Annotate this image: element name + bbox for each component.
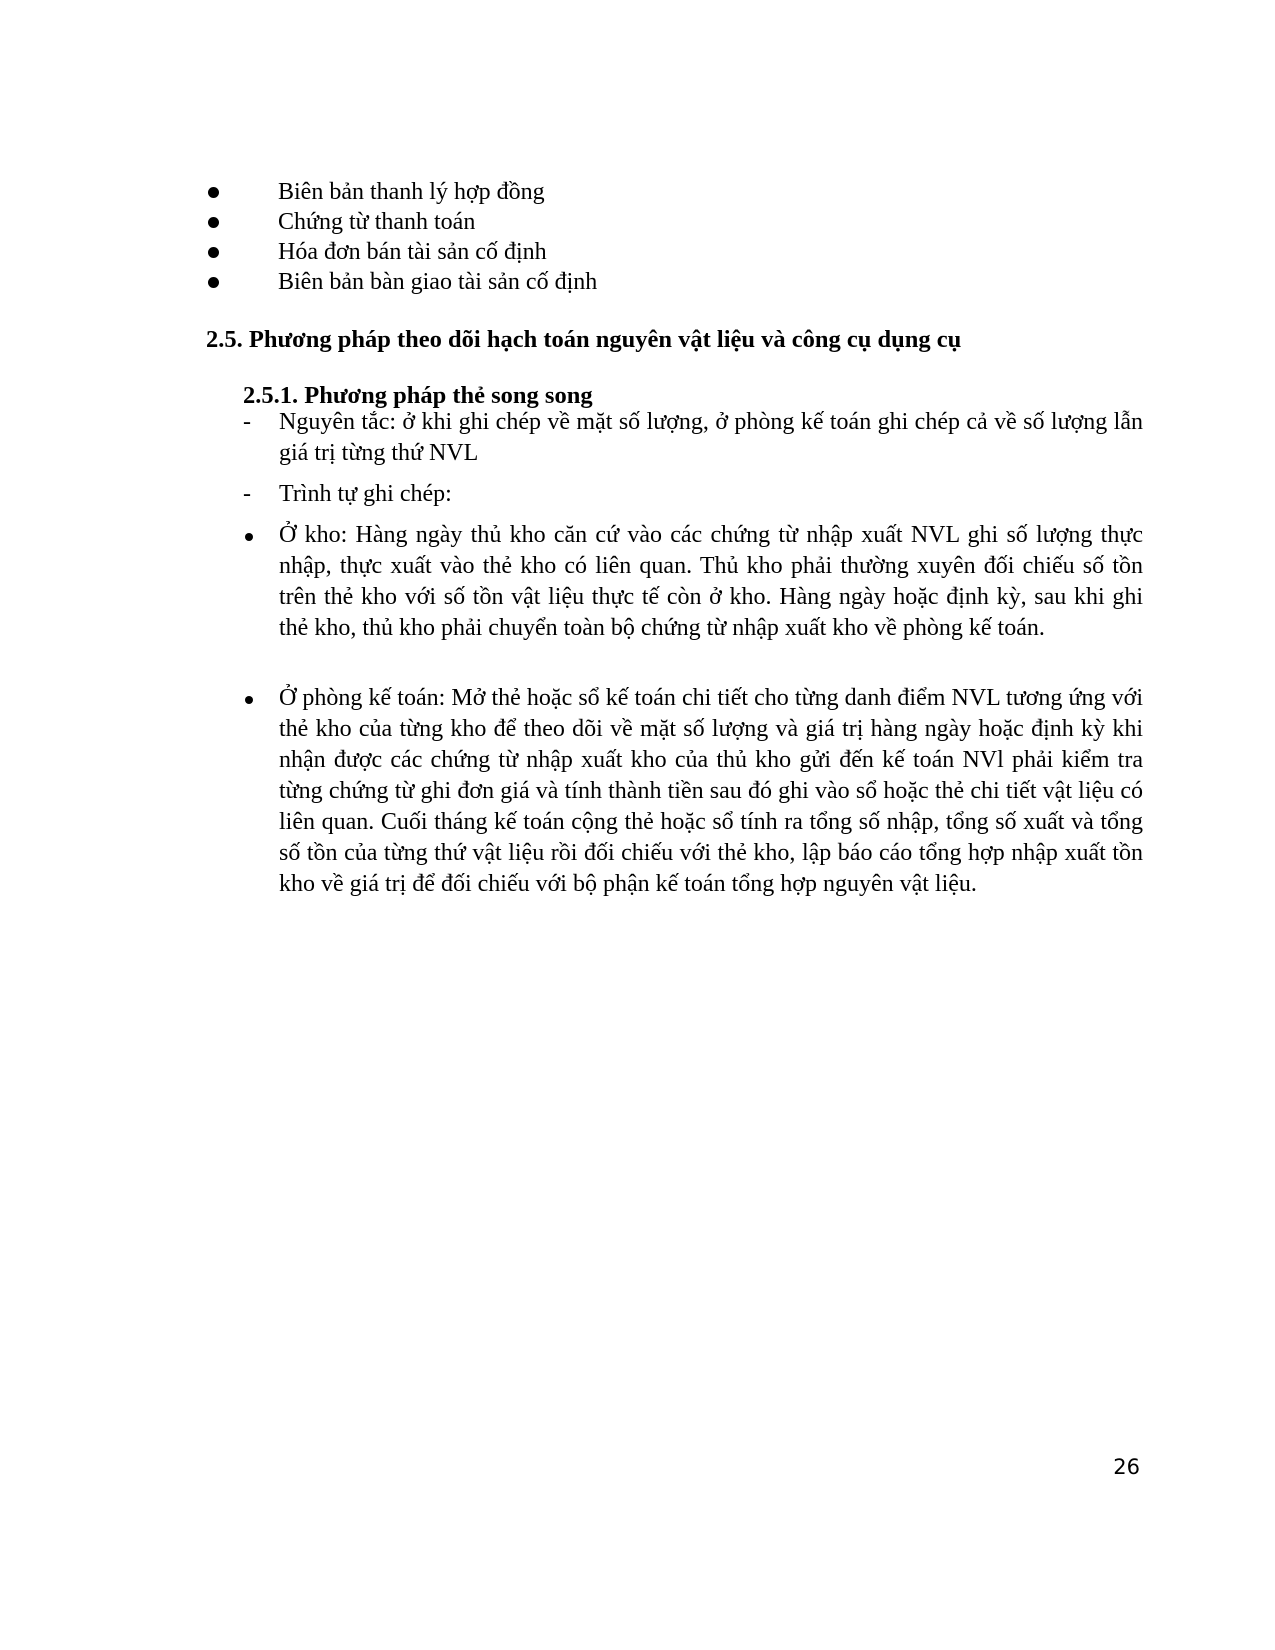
list-item: [206, 177, 1106, 207]
bullet-icon: [208, 247, 219, 258]
list-item: [206, 237, 1106, 267]
procedure-text: Trình tự ghi chép:: [279, 481, 452, 507]
warehouse-paragraph: [243, 520, 1143, 644]
list-item-text: Biên bản bàn giao tài sản cố định: [278, 269, 598, 295]
list-item-text: Biên bản thanh lý hợp đồng: [278, 179, 545, 205]
subsection-heading: 2.5.1. Phương pháp thẻ song song: [243, 382, 593, 409]
accounting-paragraph: [243, 683, 1143, 900]
bullet-icon: [208, 187, 219, 198]
page-number: 26: [1113, 1455, 1140, 1479]
principle-text: Nguyên tắc: ở khi ghi chép về mặt số lượng, ở phòng kế toán ghi chép cả về số lượng lẫn giá trị từng thứ NVL: [279, 409, 1143, 466]
bullet-icon: [245, 696, 253, 704]
document-bullet-list: [206, 177, 1106, 297]
warehouse-text: Ở kho: Hàng ngày thủ kho căn cứ vào các chứng từ nhập xuất NVL ghi số lượng thực nhập, thực xuất vào thẻ kho có liên quan. Thủ kho phải thường xuyên đối chiếu số tồn trên thẻ kho với số tồn vật liệu thực tế còn ở kho. Hàng ngày hoặc định kỳ, sau khi ghi thẻ kho, thủ kho phải chuyển toàn bộ chứng từ nhập xuất kho về phòng kế toán.: [279, 522, 1143, 641]
dash-marker: -: [243, 409, 251, 435]
list-item-text: Hóa đơn bán tài sản cố định: [278, 239, 547, 265]
list-item: [206, 267, 1106, 297]
principle-paragraph: [243, 407, 1143, 469]
procedure-paragraph: [243, 479, 1143, 510]
bullet-icon: [208, 217, 219, 228]
list-item: [206, 207, 1106, 237]
accounting-text: Ở phòng kế toán: Mở thẻ hoặc sổ kế toán chi tiết cho từng danh điểm NVL tương ứng với thẻ kho của từng kho để theo dõi về mặt số lượng và giá trị hàng ngày hoặc định kỳ khi nhận được các chứng từ nhập xuất kho của thủ kho gửi đến kế toán NVl phải kiểm tra từng chứng từ ghi đơn giá và tính thành tiền sau đó ghi vào sổ hoặc thẻ chi tiết vật liệu có liên quan. Cuối tháng kế toán cộng thẻ hoặc sổ tính ra tổng số nhập, tổng số xuất và tổng số tồn của từng thứ vật liệu rồi đối chiếu với thẻ kho, lập báo cáo tổng hợp nhập xuất tồn kho về giá trị để đối chiếu với bộ phận kế toán tổng hợp nguyên vật liệu.: [279, 685, 1143, 897]
list-item-text: Chứng từ thanh toán: [278, 209, 476, 235]
bullet-icon: [245, 533, 253, 541]
dash-marker: -: [243, 481, 251, 507]
bullet-icon: [208, 277, 219, 288]
section-heading: 2.5. Phương pháp theo dõi hạch toán nguyên vật liệu và công cụ dụng cụ: [206, 326, 962, 353]
